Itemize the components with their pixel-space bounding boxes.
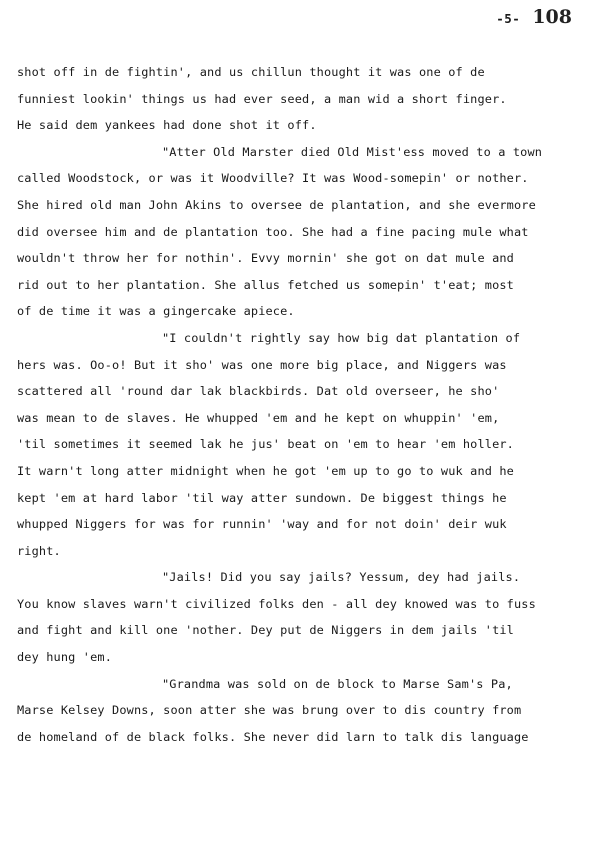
- text-line: She hired old man John Akins to oversee de plantation, and she evermore: [17, 197, 536, 212]
- text-line: was mean to de slaves. He whupped 'em and he kept on whuppin' 'em,: [17, 410, 500, 425]
- text-line: de homeland of de black folks. She never did larn to talk dis language: [17, 729, 529, 744]
- text-line: dey hung 'em.: [17, 650, 113, 665]
- text-line: scattered all 'round dar lak blackbirds. Dat old overseer, he sho': [17, 384, 500, 399]
- text-line: of de time it was a gingercake apiece.: [17, 304, 295, 319]
- text-line: shot off in de fightin', and us chillun thought it was one of de: [17, 65, 485, 79]
- text-line: did oversee him and de plantation too. She had a fine pacing mule what: [17, 224, 529, 239]
- text-line: and fight and kill one 'nother. Dey put de Niggers in dem jails 'til: [17, 623, 514, 638]
- text-line: "Jails! Did you say jails? Yessum, dey had jails.: [162, 570, 521, 585]
- text-line: called Woodstock, or was it Woodville? It was Wood-somepin' or nother.: [17, 171, 529, 186]
- page-header: [496, 6, 572, 28]
- archive-number: 108: [532, 6, 572, 28]
- text-line: whupped Niggers for was for runnin' 'way and for not doin' deir wuk: [17, 517, 507, 532]
- text-line: Marse Kelsey Downs, soon atter she was brung over to dis country from: [17, 703, 522, 718]
- text-line: 'til sometimes it seemed lak he jus' beat on 'em to hear 'em holler.: [17, 437, 514, 452]
- page-number: -5-: [496, 11, 521, 26]
- text-line: kept 'em at hard labor 'til way atter sundown. De biggest things he: [17, 490, 507, 505]
- text-line: right.: [17, 543, 61, 558]
- text-line: You know slaves warn't civilized folks den - all dey knowed was to fuss: [17, 596, 536, 611]
- text-line: rid out to her plantation. She allus fetched us somepin' t'eat; most: [17, 277, 514, 292]
- text-line: "Grandma was sold on de block to Marse Sam's Pa,: [162, 676, 513, 691]
- text-line: hers was. Oo-o! But it sho' was one more big place, and Niggers was: [17, 357, 507, 372]
- text-line: funniest lookin' things us had ever seed, a man wid a short finger.: [17, 91, 507, 106]
- text-line: He said dem yankees had done shot it off.: [17, 118, 317, 133]
- text-line: "Atter Old Marster died Old Mist'ess moved to a town: [162, 144, 543, 159]
- text-line: It warn't long atter midnight when he got 'em up to go to wuk and he: [17, 463, 514, 478]
- text-line: "I couldn't rightly say how big dat plantation of: [162, 330, 521, 345]
- text-line: wouldn't throw her for nothin'. Evvy mornin' she got on dat mule and: [17, 251, 514, 266]
- body-text: [17, 59, 577, 750]
